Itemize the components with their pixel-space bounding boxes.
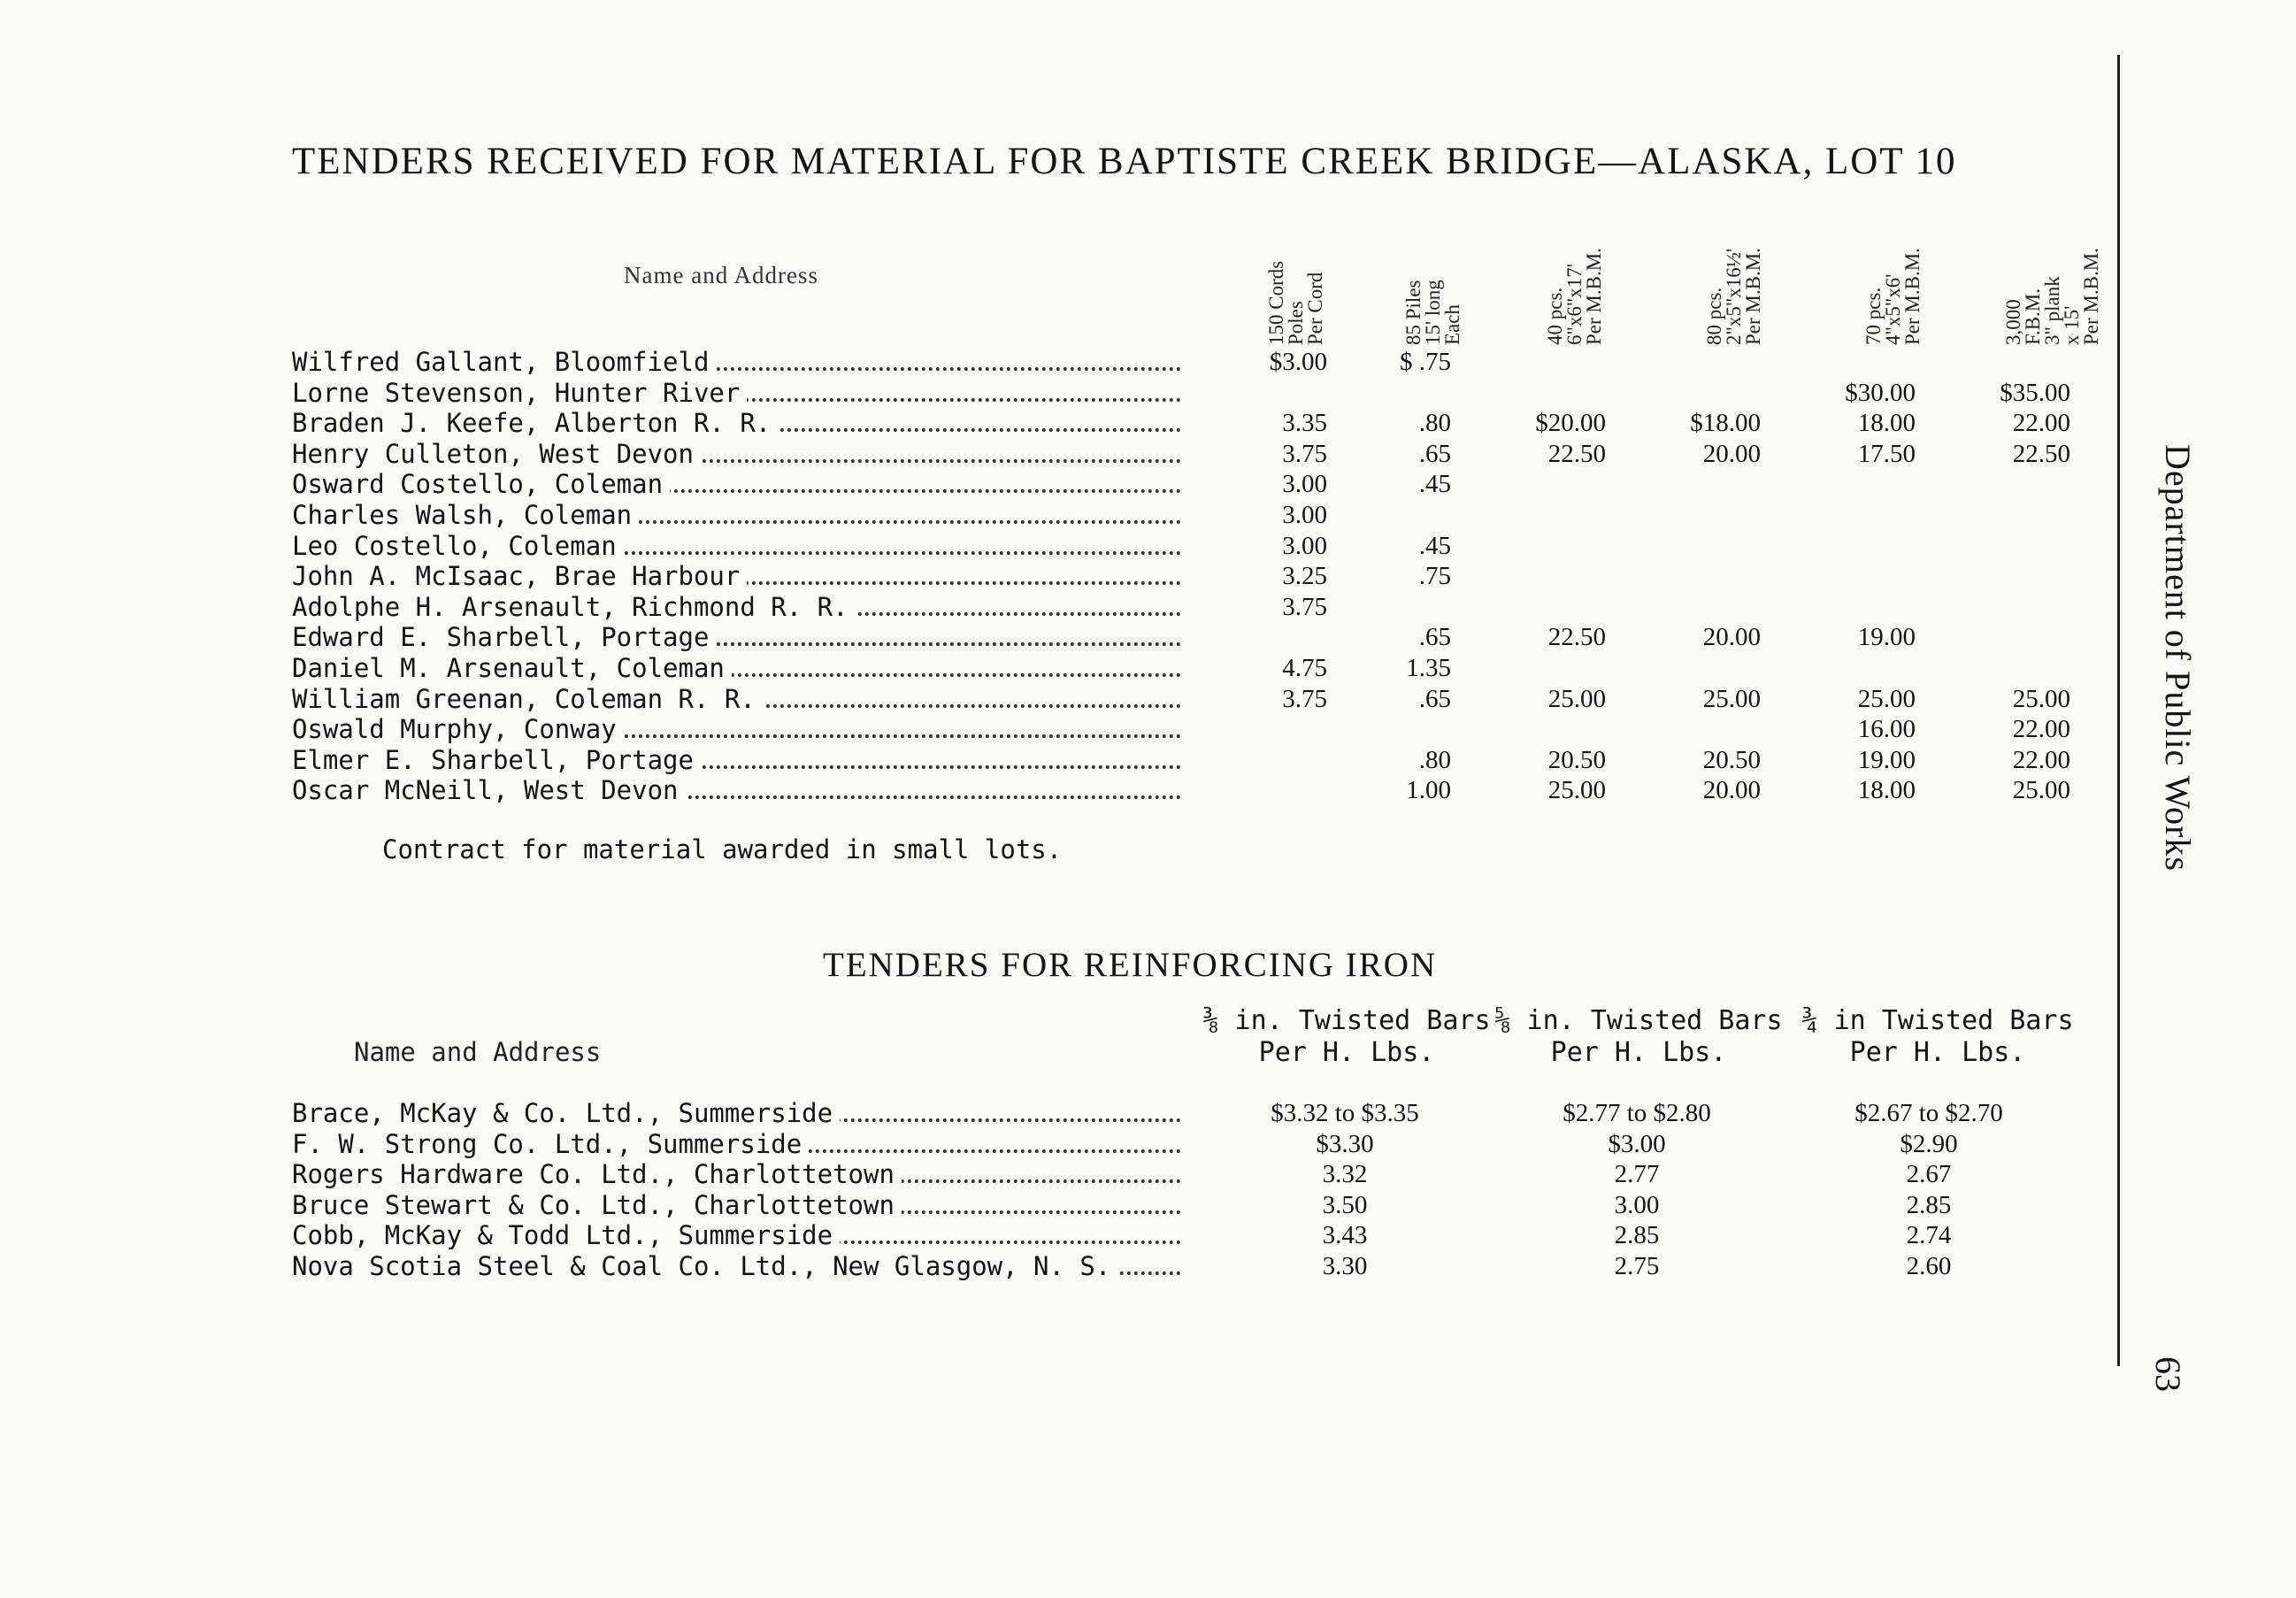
column-header-text [1668, 212, 1801, 345]
row-value: $2.67 to $2.70 [1854, 1099, 2003, 1127]
table-row [0, 500, 2123, 530]
row-value: 1.00 [1406, 776, 1451, 805]
row-value: 3.75 [1282, 592, 1327, 621]
row-name-cell [292, 622, 1181, 652]
row-value: 17.50 [1857, 439, 1916, 468]
row-name: Daniel M. Arsenault, Coleman [292, 653, 732, 683]
row-name-cell [292, 1159, 1181, 1189]
column-header-text [1230, 212, 1363, 345]
row-name-cell [292, 561, 1181, 591]
row-name-cell [292, 469, 1181, 499]
row-value: 25.00 [1547, 776, 1606, 805]
column-header-text [1986, 212, 2119, 345]
row-name: Wilfred Gallant, Bloomfield [292, 347, 716, 377]
row-name: William Greenan, Coleman R. R. [292, 684, 763, 714]
row-name: John A. McIsaac, Brae Harbour [292, 561, 747, 591]
row-value: 22.50 [1547, 439, 1606, 468]
column-header-line: F.B.M. [2022, 288, 2044, 345]
column-header [1367, 212, 1500, 345]
column-header-line: Per M.B.M. [1901, 248, 1924, 345]
row-value: 20.50 [1547, 745, 1606, 774]
row-value: 20.00 [1702, 439, 1761, 468]
row-value: $35.00 [2000, 378, 2070, 407]
row-value: .75 [1418, 562, 1451, 591]
row-name-cell [292, 347, 1181, 377]
row-value: 18.00 [1857, 409, 1916, 438]
section1-title: TENDERS RECEIVED FOR MATERIAL FOR BAPTISTE CREEK BRIDGE—ALASKA, LOT 10 [292, 141, 1957, 182]
row-value: $2.77 to $2.80 [1563, 1099, 1711, 1127]
table-row [0, 439, 2123, 469]
page-number: 63 [2148, 1356, 2188, 1392]
table-row [0, 622, 2123, 652]
column-header-line: Per H. Lbs. [1849, 1037, 2026, 1068]
row-value: $3.32 to $3.35 [1271, 1099, 1419, 1127]
row-value: 20.50 [1702, 745, 1761, 774]
row-value: 3.00 [1614, 1190, 1660, 1219]
column-header-line: 80 pcs. [1703, 287, 1725, 345]
column-header [1827, 212, 1960, 345]
row-name: Osward Costello, Coleman [292, 469, 670, 499]
row-value: 22.50 [1547, 623, 1606, 652]
row-value: 3.32 [1322, 1160, 1368, 1189]
table-row [0, 684, 2123, 714]
row-value: 3.25 [1282, 562, 1327, 591]
row-name: Braden J. Keefe, Alberton R. R. [292, 408, 778, 438]
row-value: 3.75 [1282, 439, 1327, 468]
row-value: 1.35 [1406, 654, 1451, 682]
column-header [1787, 1005, 2088, 1069]
row-value: 2.85 [1614, 1221, 1660, 1250]
row-value: 19.00 [1857, 745, 1916, 774]
column-header-line: ⅝ in. Twisted Bars [1494, 1005, 1783, 1036]
section1-name-header: Name and Address [624, 262, 818, 288]
row-value: 3.35 [1282, 409, 1327, 438]
row-name: Charles Walsh, Coleman [292, 500, 639, 530]
section2-title: TENDERS FOR REINFORCING IRON [823, 946, 1438, 984]
row-name-cell [292, 531, 1181, 561]
margin-rule [2117, 55, 2120, 1366]
column-header-line: x 15' [2061, 305, 2083, 345]
column-header [1509, 212, 1641, 345]
row-value: $3.30 [1316, 1129, 1374, 1158]
column-header [1230, 212, 1363, 345]
row-value: 19.00 [1857, 623, 1916, 652]
column-header [1488, 1005, 1789, 1069]
row-name: Leo Costello, Coleman [292, 531, 624, 561]
table-row [0, 531, 2123, 561]
row-value: 3.00 [1282, 501, 1327, 529]
row-name-cell [292, 1098, 1181, 1128]
row-name-cell [292, 745, 1181, 775]
column-header-line: 2"x5"x16½' [1723, 248, 1745, 345]
column-header-line: 70 pcs. [1862, 287, 1885, 345]
row-value: 3.50 [1322, 1190, 1368, 1219]
row-name-cell [292, 714, 1181, 744]
row-name: Elmer E. Sharbell, Portage [292, 745, 701, 775]
row-value: $18.00 [1690, 409, 1761, 438]
table-row [0, 653, 2123, 683]
table-row [0, 347, 2123, 377]
row-name: Cobb, McKay & Todd Ltd., Summerside [292, 1220, 840, 1250]
row-value: $2.90 [1900, 1129, 1958, 1158]
row-name-cell [292, 408, 1181, 438]
column-header-line: 150 Cords [1265, 260, 1287, 345]
row-name: Brace, McKay & Co. Ltd., Summerside [292, 1098, 840, 1128]
column-header-line: 4"x5"x6' [1882, 273, 1904, 345]
row-value: 22.50 [2012, 439, 2070, 468]
row-name-cell [292, 1220, 1181, 1250]
row-value: $3.00 [1608, 1129, 1666, 1158]
table-row [0, 775, 2123, 805]
row-name-cell [292, 592, 1181, 622]
section2-name-header: Name and Address [354, 1037, 602, 1067]
column-header-line: 6"x6"x17' [1563, 264, 1586, 345]
row-value: 22.00 [2012, 715, 2070, 744]
row-name-cell [292, 775, 1181, 805]
row-value: $3.00 [1269, 348, 1327, 376]
row-value: .80 [1418, 745, 1451, 774]
contract-note: Contract for material awarded in small lots. [382, 834, 1063, 864]
row-name-cell [292, 1251, 1181, 1281]
column-header-line: ¾ in Twisted Bars [1801, 1005, 2074, 1036]
row-name-cell [292, 500, 1181, 530]
running-head: Department of Public Works [2158, 444, 2198, 872]
column-header-line: Each [1441, 304, 1463, 345]
column-header-line: Per M.B.M. [1742, 248, 1764, 345]
row-name-cell [292, 439, 1181, 469]
row-name: Rogers Hardware Co. Ltd., Charlottetown [292, 1159, 902, 1189]
column-header-text [1509, 212, 1641, 345]
row-value: 2.85 [1906, 1190, 1952, 1219]
row-value: 3.00 [1282, 470, 1327, 499]
row-value: 20.00 [1702, 623, 1761, 652]
table-row [0, 1220, 2123, 1250]
table-row [0, 1098, 2123, 1128]
row-value: 3.30 [1322, 1252, 1368, 1280]
row-value: 2.77 [1614, 1160, 1660, 1189]
column-header-line: ⅜ in. Twisted Bars [1202, 1005, 1491, 1036]
table-row [0, 469, 2123, 499]
row-name-cell [292, 684, 1181, 714]
row-value: 3.43 [1322, 1221, 1368, 1250]
column-header-line: 3" plank [2041, 276, 2063, 345]
table-row [0, 408, 2123, 438]
table-row [0, 378, 2123, 408]
row-value: $20.00 [1535, 409, 1606, 438]
row-value: 25.00 [1702, 684, 1761, 713]
row-value: 4.75 [1282, 654, 1327, 682]
row-name-cell [292, 378, 1181, 408]
row-value: 25.00 [1857, 684, 1916, 713]
row-value: .65 [1418, 439, 1451, 468]
column-header-line: 15' long [1422, 280, 1444, 345]
row-name-cell [292, 1190, 1181, 1220]
row-value: 3.00 [1282, 531, 1327, 560]
column-header [1196, 1005, 1497, 1069]
column-header-line: 3,000 [2002, 299, 2024, 345]
column-header-line: Per Cord [1304, 272, 1326, 345]
row-value: $ .75 [1400, 348, 1451, 376]
row-name: F. W. Strong Co. Ltd., Summerside [292, 1129, 809, 1159]
row-name: Edward E. Sharbell, Portage [292, 622, 716, 652]
row-value: 20.00 [1702, 776, 1761, 805]
column-header-line: 85 Piles [1402, 280, 1424, 345]
row-name: Adolphe H. Arsenault, Richmond R. R. [292, 592, 856, 622]
column-header-line: Per M.B.M. [1583, 248, 1605, 345]
row-name: Lorne Stevenson, Hunter River [292, 378, 747, 408]
row-name: Oswald Murphy, Conway [292, 714, 624, 744]
row-value: 16.00 [1857, 715, 1916, 744]
row-value: 25.00 [2012, 776, 2070, 805]
column-header-line: Per H. Lbs. [1258, 1037, 1435, 1068]
table-row [0, 1190, 2123, 1220]
row-value: $30.00 [1845, 378, 1916, 407]
column-header-line: Per H. Lbs. [1550, 1037, 1727, 1068]
row-value: .45 [1418, 470, 1451, 499]
row-value: .65 [1418, 623, 1451, 652]
table-row [0, 561, 2123, 591]
row-value: 2.67 [1906, 1160, 1952, 1189]
row-value: 18.00 [1857, 776, 1916, 805]
table-row [0, 745, 2123, 775]
column-header-text [1367, 212, 1500, 345]
table-row [0, 1129, 2123, 1159]
column-header [1986, 212, 2119, 345]
table-row [0, 714, 2123, 744]
row-name-cell [292, 653, 1181, 683]
row-value: .45 [1418, 531, 1451, 560]
row-value: 25.00 [2012, 684, 2070, 713]
row-name: Oscar McNeill, West Devon [292, 775, 686, 805]
table-row [0, 1159, 2123, 1189]
table-row [0, 592, 2123, 622]
row-value: 22.00 [2012, 745, 2070, 774]
table-row [0, 1251, 2123, 1281]
row-value: 25.00 [1547, 684, 1606, 713]
row-name: Henry Culleton, West Devon [292, 439, 701, 469]
row-name: Bruce Stewart & Co. Ltd., Charlottetown [292, 1190, 902, 1220]
row-value: 2.75 [1614, 1252, 1660, 1280]
row-value: 2.60 [1906, 1252, 1952, 1280]
column-header-line: Poles [1285, 301, 1307, 345]
column-header-line: 40 pcs. [1544, 287, 1566, 345]
row-value: 3.75 [1282, 684, 1327, 713]
column-header-line: Per M.B.M. [2080, 248, 2102, 345]
column-header [1668, 212, 1801, 345]
row-name: Nova Scotia Steel & Coal Co. Ltd., New Glasgow, N. S. [292, 1251, 1117, 1281]
row-name-cell [292, 1129, 1181, 1159]
row-value: .80 [1418, 409, 1451, 438]
column-header-text [1827, 212, 1960, 345]
row-value: .65 [1418, 684, 1451, 713]
row-value: 22.00 [2012, 409, 2070, 438]
row-value: 2.74 [1906, 1221, 1952, 1250]
